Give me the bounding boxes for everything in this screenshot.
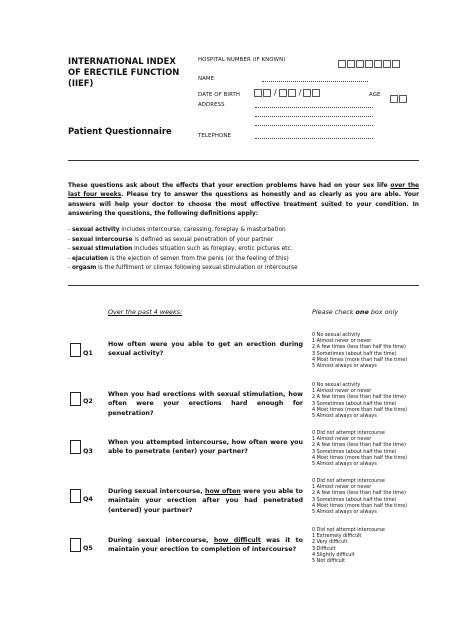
form-title-line: (IIEF)	[68, 78, 94, 88]
answer-option: 4 Most times (more than half the time)	[312, 356, 408, 363]
answer-option: 3 Sometimes (about half the time)	[312, 350, 397, 357]
question-number: Q5	[83, 544, 93, 552]
hospital-number-boxes[interactable]	[338, 53, 401, 72]
definition-term: sexual stimulation	[71, 246, 133, 253]
answer-options	[312, 527, 442, 564]
definition-term: ejaculation	[71, 255, 109, 262]
answer-option: 3 Sometimes (about half the time)	[312, 496, 397, 503]
question-number: Q1	[83, 349, 93, 357]
definition-item: - sexual intercourse is defined as sexual penetration of your partner	[68, 236, 274, 243]
answer-option: 1 Almost never or never	[312, 388, 372, 395]
question-text: When you attempted intercourse, how often were you able to penetrate (enter) your partner?	[108, 439, 303, 456]
form-subtitle: Patient Questionnaire	[68, 126, 172, 136]
question-number: Q2	[83, 397, 93, 405]
telephone-label: TELEPHONE	[198, 133, 231, 139]
intro-emphasis: over the last four weeks	[68, 183, 420, 199]
question-text: How often were you able to get an erection during sexual activity?	[108, 341, 303, 358]
answer-option: 0 No sexual activity	[312, 332, 361, 338]
intro-text: . Please try to answer the questions as honestly and as clearly as you are able. Your answers will help your doctor to choose the most effective treatment suited to your condition. In answering the questions, the following definitions apply:	[68, 192, 419, 217]
q3-answer-box[interactable]	[70, 440, 81, 454]
answer-option: 2 A few times (less than half the time)	[312, 442, 406, 449]
q1-answer-box[interactable]	[70, 343, 81, 357]
q5-answer-box[interactable]	[70, 538, 81, 552]
age-label: AGE	[369, 92, 381, 98]
answer-option: 5 Not difficult	[312, 558, 346, 565]
definition-text: includes intercourse, caressing, foreplay & masturbation	[119, 227, 286, 233]
answer-option: 1 Almost never or never	[312, 338, 372, 345]
question-number: Q4	[83, 495, 93, 503]
question-text: During sexual intercourse, how difficult was it to maintain your erection to completion of intercourse?	[108, 537, 303, 554]
answer-options	[312, 382, 442, 419]
answer-option: 2 A few times (less than half the time)	[312, 490, 406, 497]
definition-term: sexual intercourse	[71, 236, 133, 243]
telephone-field[interactable]	[255, 132, 373, 139]
question-text: During sexual intercourse, how often were you able to maintain your erection after you had penetrated (entered) your partner?	[108, 488, 303, 514]
answer-options	[312, 478, 442, 515]
definition-text: is the fulfilment or climax following sexual stimulation or intercourse	[96, 265, 298, 272]
definition-item: - sexual stimulation includes situation such as foreplay, erotic pictures etc.	[68, 246, 293, 253]
address-field-line[interactable]	[255, 119, 373, 126]
definition-text: includes situation such as foreplay, erotic pictures etc.	[132, 246, 293, 253]
divider	[68, 160, 419, 161]
name-field[interactable]	[262, 75, 368, 82]
q2-answer-box[interactable]	[70, 392, 81, 406]
answer-option: 0 Did not attempt intercourse	[312, 478, 385, 484]
answer-option: 4 Most times (more than half the time)	[312, 454, 408, 461]
definition-item: - sexual activity includes intercourse, caressing, foreplay & masturbation	[68, 227, 286, 233]
dob-separator: /	[298, 88, 302, 97]
hospital-number-label: HOSPITAL NUMBER (IF KNOWN)	[198, 57, 286, 63]
age-field[interactable]	[390, 88, 408, 107]
answer-option: 4 Slightly difficult	[312, 551, 355, 558]
definitions-list	[68, 226, 419, 274]
intro-paragraph	[68, 182, 419, 219]
definition-term: sexual activity	[71, 227, 120, 233]
address-label: ADDRESS	[198, 102, 225, 108]
question-text: When you had erections with sexual stimulation, how often were your erections hard enough for penetration?	[108, 391, 303, 417]
answer-option: 0 Did not attempt intercourse	[312, 527, 385, 533]
form-title-line: INTERNATIONAL INDEX	[68, 56, 176, 66]
divider	[68, 285, 419, 286]
answer-option: 0 No sexual activity	[312, 382, 361, 388]
answer-option: 2 Very difficult	[312, 539, 348, 546]
answer-option: 4 Most times (more than half the time)	[312, 502, 408, 509]
answer-option: 3 Sometimes (about half the time)	[312, 448, 397, 455]
definition-item: - orgasm is the fulfilment or climax following sexual stimulation or intercourse	[68, 265, 298, 272]
answer-option: 5 Almost always or always	[312, 509, 377, 516]
instruction-header: Please check one box only	[312, 308, 399, 316]
address-field-line[interactable]	[255, 110, 373, 117]
answer-option: 3 Sometimes (about half the time)	[312, 400, 397, 407]
answer-option: 5 Almost always or always	[312, 363, 377, 370]
q4-answer-box[interactable]	[70, 489, 81, 503]
dob-label: DATE OF BIRTH	[198, 92, 241, 98]
answer-option: 3 Difficult	[312, 545, 336, 552]
answer-options	[312, 332, 442, 369]
form-title-line: OF ERECTILE FUNCTION	[68, 67, 180, 77]
answer-option: 2 A few times (less than half the time)	[312, 394, 406, 401]
form-title	[68, 56, 183, 89]
definition-item: - ejaculation is the ejection of semen from the penis (or the feeling of this)	[68, 255, 289, 262]
definition-text: is the ejection of semen from the penis (or the feeling of this)	[108, 255, 289, 262]
intro-text: These questions ask about the effects that your erection problems have had on your sex life	[68, 183, 391, 189]
answer-options	[312, 430, 442, 467]
answer-option: 1 Almost never or never	[312, 436, 372, 443]
dob-field[interactable]	[254, 88, 321, 97]
definition-term: orgasm	[71, 265, 97, 272]
answer-option: 4 Most times (more than half the time)	[312, 406, 408, 413]
answer-option: 0 Did not attempt intercourse	[312, 430, 385, 436]
question-number: Q3	[83, 447, 93, 455]
answer-option: 1 Extremely difficult	[312, 533, 362, 540]
dob-separator: /	[274, 88, 277, 97]
answer-option: 2 A few times (less than half the time)	[312, 344, 406, 351]
answer-option: 5 Almost always or always	[312, 413, 377, 420]
section-header: Over the past 4 weeks:	[108, 308, 183, 316]
name-label: NAME	[198, 76, 215, 82]
answer-option: 5 Almost always or always	[312, 461, 377, 468]
definition-text: is defined as sexual penetration of your partner	[132, 236, 274, 243]
answer-option: 1 Almost never or never	[312, 484, 372, 491]
address-field-line[interactable]	[255, 101, 373, 108]
